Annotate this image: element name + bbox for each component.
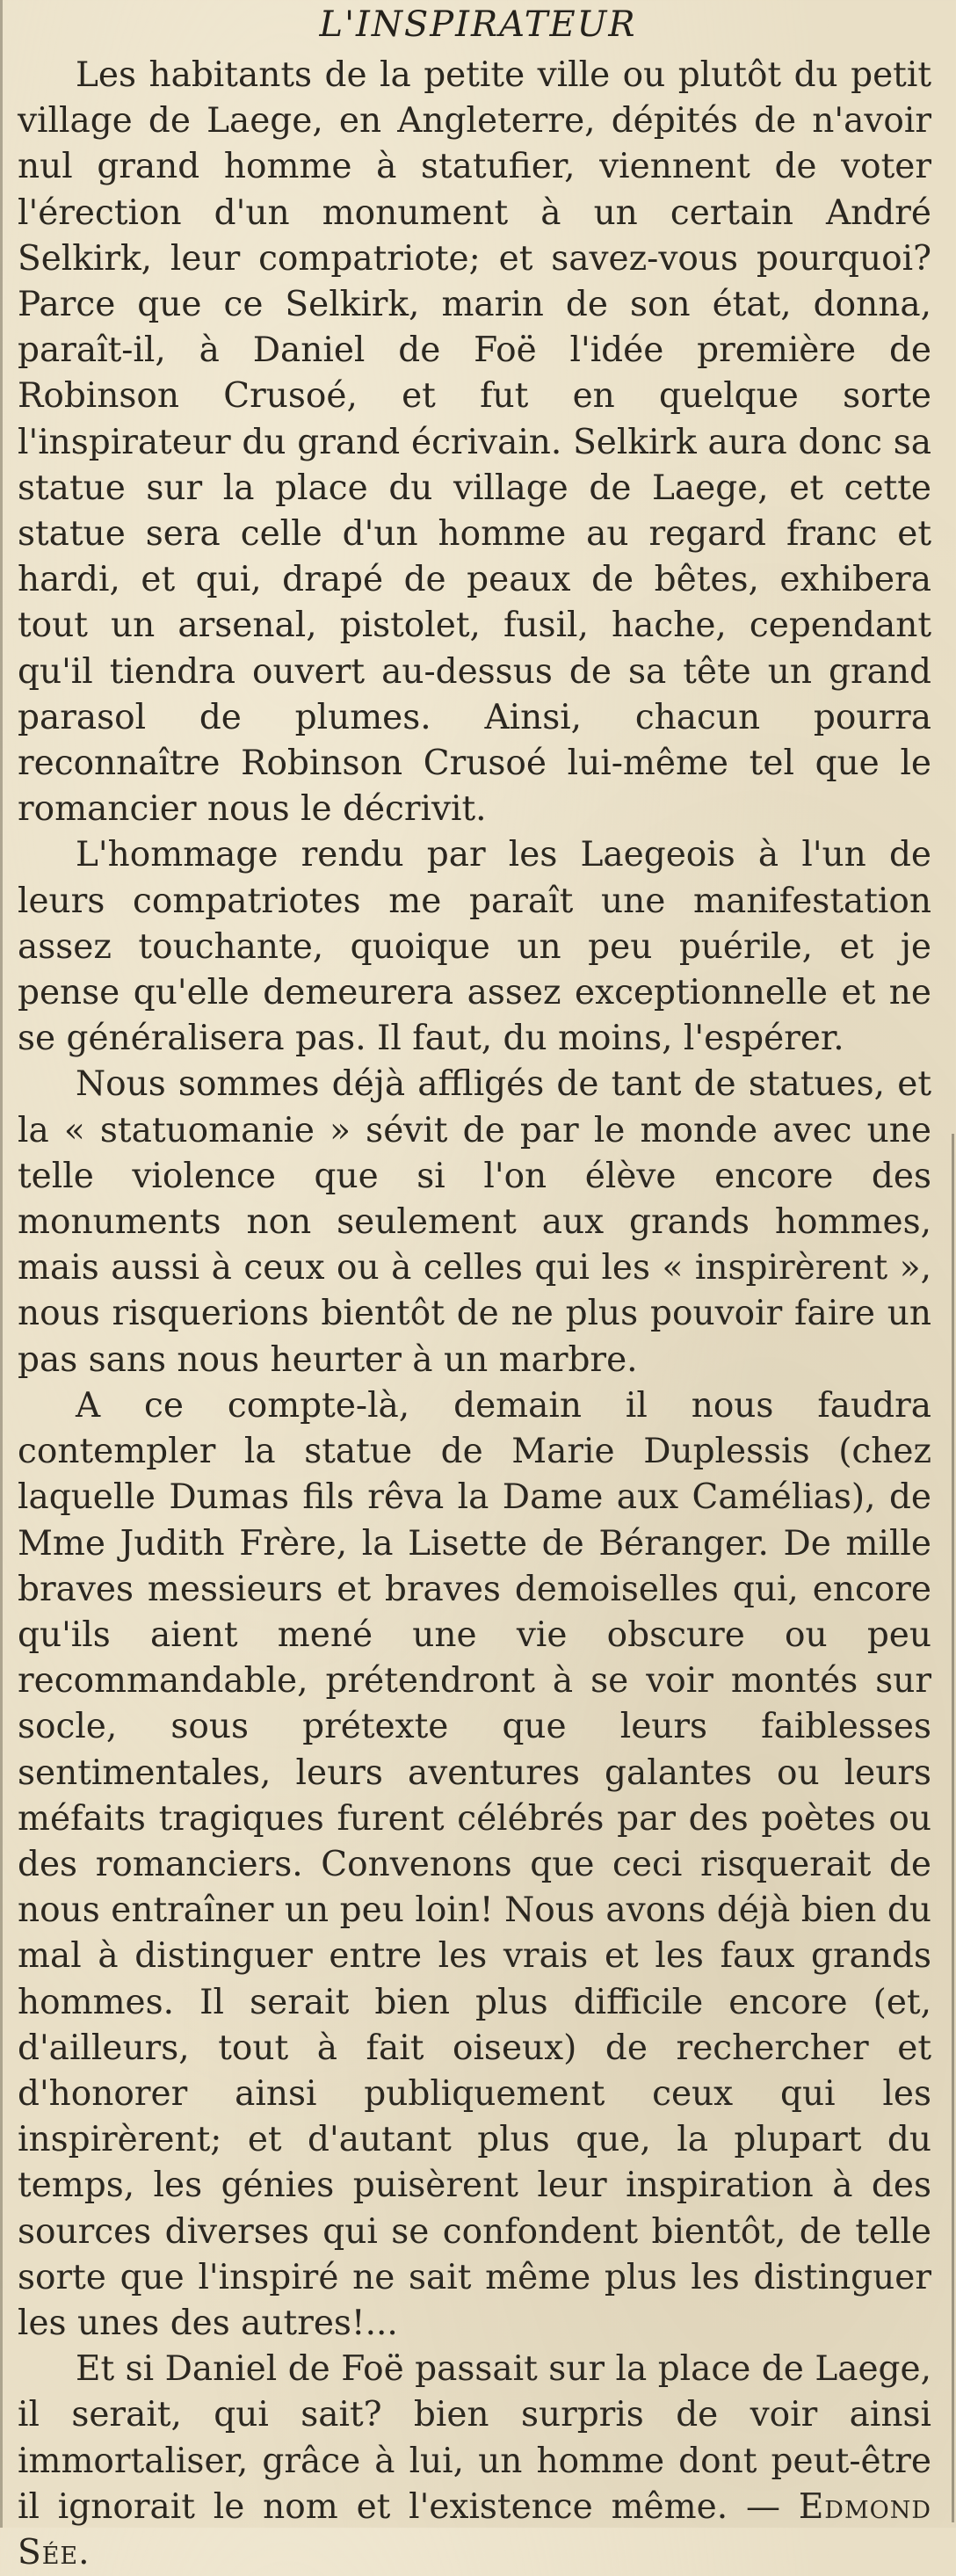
paragraph-5-text: Et si Daniel de Foë passait sur la place de Laege, il serait, qui sait? bien surpris de voir ainsi immortaliser, grâce à lui, un homme dont peut-être il ignorait le nom et l'existence même. —	[18, 2349, 931, 2527]
paragraph-5	[18, 2347, 931, 2576]
paragraph-3: Nous sommes déjà affligés de tant de statues, et la « statuomanie » sévit de par le monde avec une telle violence que si l'on élève encore des monuments non seulement aux grands hommes, mais aussi à ceux ou à celles qui les « inspirèrent », nous risquerions bientôt de ne plus pouvoir faire un pas sans nous heurter à un marbre.	[18, 1064, 931, 1380]
author-signature: Edmond Sée.	[18, 2486, 931, 2572]
right-column-rule	[952, 1134, 954, 2522]
left-column-rule	[0, 0, 3, 2528]
paragraph-2: L'hommage rendu par les Laegeois à l'un de leurs compatriotes me paraît une manifestation assez touchante, quoique un peu puérile, et je pense qu'elle demeurera assez exceptionnelle et ne se généralisera pas. Il faut, du moins, l'espérer.	[18, 835, 931, 1059]
article-body	[18, 53, 931, 2576]
paragraph-4: A ce compte-là, demain il nous faudra contempler la statue de Marie Duplessis (chez laquelle Dumas fils rêva la Dame aux Camélias), de Mme Judith Frère, la Lisette de Béranger. De mille braves messieurs et braves demoiselles qui, encore qu'ils aient mené une vie obscure ou peu recommandable, prétendront à se voir montés sur socle, sous prétexte que leurs faiblesses sentimentales, leurs aventures galantes ou leurs méfaits tragiques furent célébrés par des poètes ou des romanciers. Convenons que ceci risquerait de nous entraîner un peu loin! Nous avons déjà bien du mal à distinguer entre les vrais et les faux grands hommes. Il serait bien plus difficile encore (et, d'ailleurs, tout à fait oiseux) de rechercher et d'honorer ainsi publiquement ceux qui les inspirèrent; et d'autant plus que, la plupart du temps, les génies puisèrent leur inspiration à des sources diverses qui se confondent bientôt, de telle sorte que l'inspiré ne sait même plus les distinguer les unes des autres!...	[18, 1385, 931, 2343]
article-title: L'INSPIRATEUR	[319, 4, 637, 45]
paragraph-1: Les habitants de la petite ville ou plutôt du petit village de Laege, en Angleterre, dépités de n'avoir nul grand homme à statufier, viennent de voter l'érection d'un monument à un certain André Selkirk, leur compatriote; et savez-vous pourquoi? Parce que ce Selkirk, marin de son état, donna, paraît-il, à Daniel de Foë l'idée première de Robinson Crusoé, et fut en quelque sorte l'inspirateur du grand écrivain. Selkirk aura donc sa statue sur la place du village de Laege, et cette statue sera celle d'un homme au regard franc et hardi, et qui, drapé de peaux de bêtes, exhibera tout un arsenal, pistolet, fusil, hache, cependant qu'il tiendra ouvert au-dessus de sa tête un grand parasol de plumes. Ainsi, chacun pourra reconnaître Robinson Crusoé lui-même tel que le romancier nous le décrivit.	[18, 55, 931, 830]
